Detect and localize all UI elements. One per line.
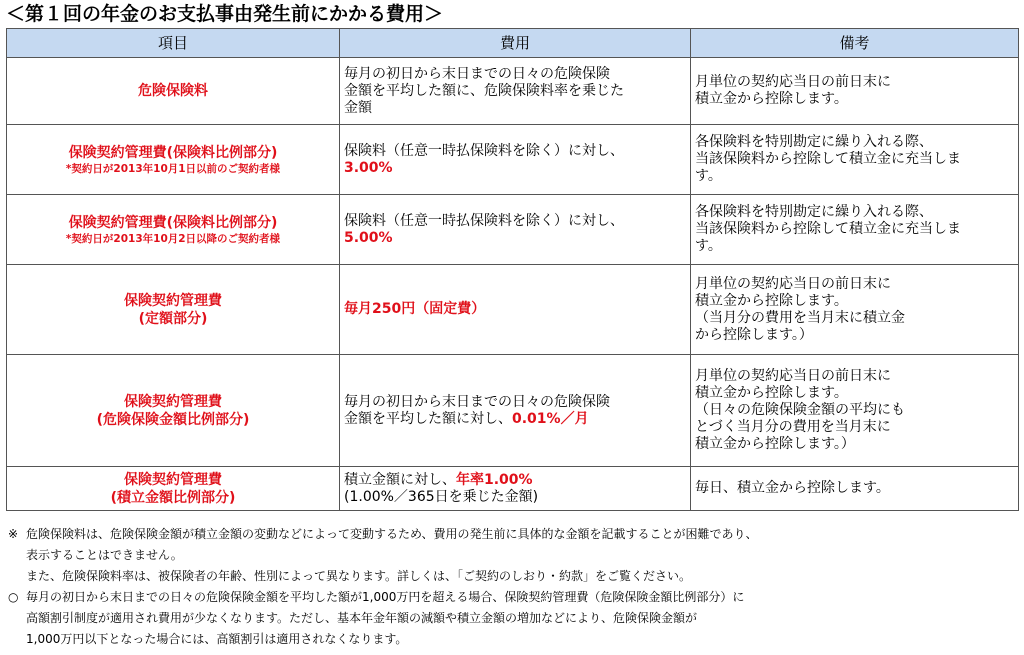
remark-text: 当該保険料から控除して積立金に充当しま [695, 151, 961, 167]
remark-text: 月単位の契約応当日の前日末に [695, 275, 891, 292]
item-name: 保険契約管理費 [124, 292, 222, 309]
header-remark: 備考 [691, 29, 1019, 58]
cost-text: 保険料（任意一時払保険料を除く）に対し、 [344, 142, 624, 159]
fee-table [6, 28, 1019, 511]
remark-text: （当月分の費用を当月末に積立金 [695, 309, 905, 326]
item-note: *契約日が2013年10月1日以前のご契約者様 [65, 162, 281, 175]
cost-text: 保険料（任意一時払保険料を除く）に対し、 [344, 212, 624, 229]
cost-cell [340, 265, 691, 355]
remark-text: す。 [695, 168, 722, 184]
header-item: 項目 [7, 29, 340, 58]
remark-cell [691, 467, 1019, 511]
cost-cell [340, 125, 691, 195]
cost-text: 金額 [344, 99, 372, 116]
item-name: 保険契約管理費 [124, 471, 222, 488]
remark-cell [691, 58, 1019, 125]
remark-text: から控除します。） [695, 326, 813, 343]
cost-cell [340, 355, 691, 467]
item-name-sub: (定額部分) [138, 310, 208, 327]
item-cell [7, 265, 340, 355]
remark-text: 積立金から控除します。 [695, 91, 848, 107]
cost-text: 毎月の初日から末日までの日々の危険保険 [344, 393, 610, 410]
footnote-text: また、危険保険料率は、被保険者の年齢、性別によって異なります。詳しくは、「ご契約のしおり・約款」をご覧ください。 [26, 569, 692, 583]
remark-text: 積立金から控除します。） [695, 436, 855, 452]
table-header-row [7, 29, 1019, 58]
remark-text: 月単位の契約応当日の前日末に [695, 368, 891, 384]
remark-text: 各保険料を特別勘定に繰り入れる際、 [695, 134, 933, 150]
item-cell [7, 355, 340, 467]
footnote-text: 高額割引制度が適用され費用が少なくなります。ただし、基本年金年額の減額や積立金額の増加などにより、危険保険金額が [26, 611, 698, 625]
remark-text: 積立金から控除します。 [695, 385, 848, 401]
footnote-line [8, 587, 1018, 608]
cost-cell [340, 58, 691, 125]
remark-text: とづく当月分の費用を当月末に [695, 419, 891, 435]
cost-text: 積立金額に対し、 [344, 471, 456, 488]
footnotes [8, 524, 1018, 650]
item-name: 危険保険料 [138, 83, 208, 99]
table-row [7, 58, 1019, 125]
footnote-text: 表示することはできません。 [26, 548, 183, 562]
cost-cell [340, 467, 691, 511]
item-cell [7, 125, 340, 195]
cost-text: 金額を平均した額に、危険保険料率を乗じた [344, 82, 624, 99]
footnote-text: 毎月の初日から末日までの日々の危険保険金額を平均した額が1,000万円を超える場合、保険契約管理費（危険保険金額比例部分）に [26, 590, 745, 604]
cost-cell [340, 195, 691, 265]
footnote-text: 危険保険料は、危険保険金額が積立金額の変動などによって変動するため、費用の発生前に具体的な金額を記載することが困難であり、 [26, 527, 758, 541]
table-row [7, 467, 1019, 511]
footnote-line [8, 524, 1018, 545]
remark-cell [691, 355, 1019, 467]
remark-text: 当該保険料から控除して積立金に充当しま [695, 221, 961, 237]
remark-text: （日々の危険保険金額の平均にも [695, 402, 905, 418]
header-cost: 費用 [340, 29, 691, 58]
remark-text: 積立金から控除します。 [695, 292, 848, 309]
cost-rate: 年率1.00% [456, 471, 533, 488]
cost-rate: 3.00% [344, 159, 393, 176]
item-name: 保険契約管理費 [124, 393, 222, 410]
remark-text: 毎日、積立金から控除します。 [695, 480, 890, 496]
item-name-sub: (積立金額比例部分) [110, 489, 236, 506]
cost-line [344, 472, 686, 489]
remark-text: す。 [695, 238, 722, 254]
cost-text: (1.00%／365日を乗じた金額) [344, 488, 539, 505]
cost-rate: 5.00% [344, 229, 393, 246]
footnote-mark: ○ [8, 590, 19, 604]
footnote-text: 1,000万円以下となった場合には、高額割引は適用されなくなります。 [26, 632, 408, 646]
item-cell [7, 195, 340, 265]
cost-text: 金額を平均した額に対し、 [344, 410, 512, 427]
table-row [7, 195, 1019, 265]
item-note: *契約日が2013年10月2日以降のご契約者様 [65, 232, 281, 245]
cost-rate: 0.01%／月 [512, 410, 589, 427]
table-row [7, 265, 1019, 355]
item-name: 保険契約管理費(保険料比例部分) [68, 144, 278, 161]
table-row [7, 355, 1019, 467]
table-row [7, 125, 1019, 195]
remark-cell [691, 125, 1019, 195]
cost-text: 毎月の初日から末日までの日々の危険保険 [344, 65, 610, 82]
item-name-sub: (危険保険金額比例部分) [96, 411, 250, 428]
page-title: ＜第１回の年金のお支払事由発生前にかかる費用＞ [6, 3, 444, 25]
remark-cell [691, 265, 1019, 355]
cost-rate: 毎月250円（固定費） [344, 301, 486, 317]
remark-cell [691, 195, 1019, 265]
remark-text: 各保険料を特別勘定に繰り入れる際、 [695, 204, 933, 220]
item-cell [7, 58, 340, 125]
remark-text: 月単位の契約応当日の前日末に [695, 74, 891, 90]
item-cell [7, 467, 340, 511]
item-name: 保険契約管理費(保険料比例部分) [68, 214, 278, 231]
cost-line [344, 411, 686, 428]
footnote-mark: ※ [8, 527, 19, 541]
